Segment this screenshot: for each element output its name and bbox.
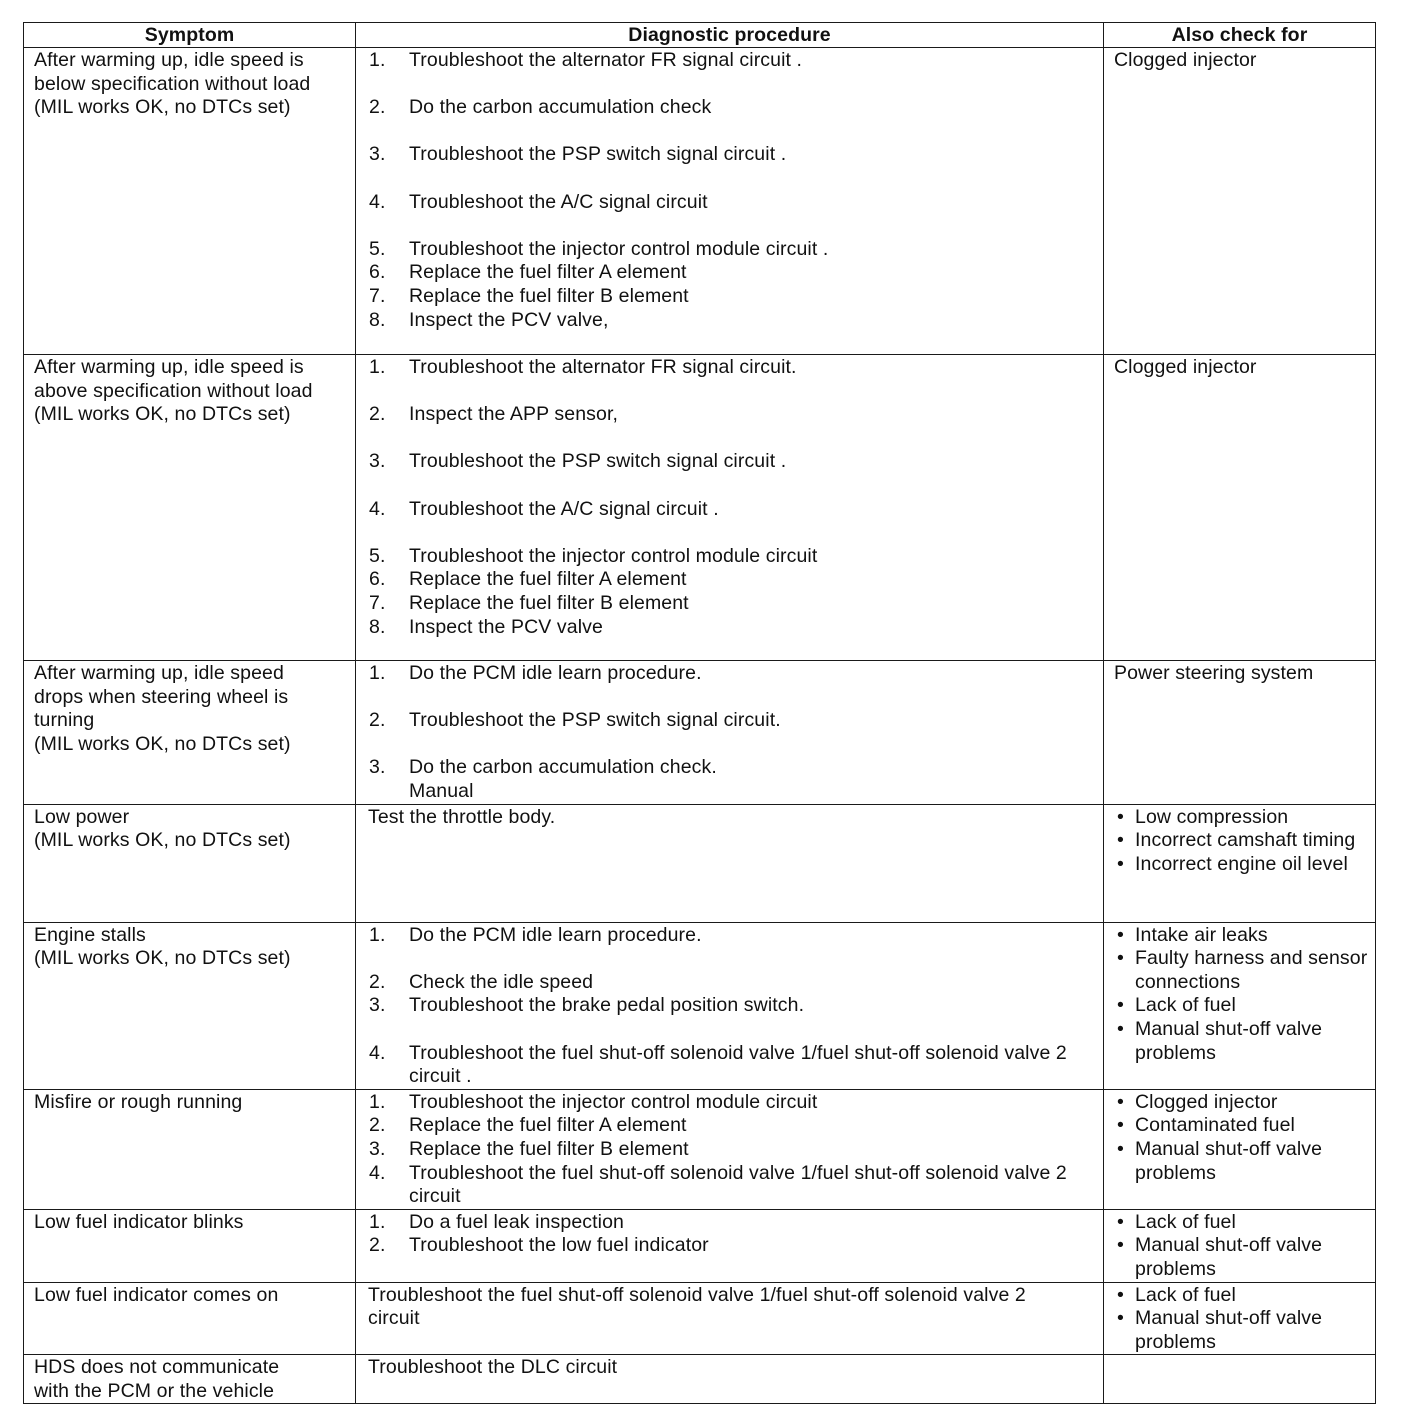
also-check-item: • Incorrect camshaft timing	[1117, 829, 1356, 852]
procedure-step: 4. Troubleshoot the A/C signal circuit .	[369, 497, 719, 520]
also-check-cell	[1104, 661, 1376, 805]
procedure-step: 2. Troubleshoot the low fuel indicator	[369, 1234, 709, 1257]
symptom-line: (MIL works OK, no DTCs set)	[34, 947, 291, 970]
procedure-text: Test the throttle body.	[368, 805, 556, 828]
table-row	[24, 1282, 1376, 1355]
table-row	[24, 1355, 1376, 1404]
also-check-text: Power steering system	[1114, 662, 1314, 684]
symptom-line: with the PCM or the vehicle	[34, 1379, 275, 1402]
symptom-line: Engine stalls	[34, 923, 146, 946]
procedure-step: 7. Replace the fuel filter B element	[369, 591, 689, 614]
procedure-cell	[356, 804, 1104, 922]
procedure-step: 7. Replace the fuel filter B element	[369, 284, 689, 307]
symptom-cell	[24, 48, 356, 355]
procedure-step: 5. Troubleshoot the injector control module circuit .	[369, 237, 829, 260]
procedure-step-continuation: Manual	[409, 779, 474, 802]
also-check-item: • Faulty harness and sensor connections	[1117, 947, 1368, 993]
procedure-step: 4. Troubleshoot the fuel shut-off solenoid valve 1/fuel shut-off solenoid valve 2 circuit	[369, 1161, 1067, 1208]
procedure-step: 5. Troubleshoot the injector control module circuit	[369, 544, 818, 567]
procedure-header: Diagnostic procedure	[356, 23, 1104, 48]
symptom-line: After warming up, idle speed is	[34, 49, 304, 71]
procedure-step: 1. Troubleshoot the alternator FR signal circuit.	[369, 356, 797, 378]
symptom-cell	[24, 355, 356, 661]
symptom-cell	[24, 661, 356, 805]
table-row	[24, 48, 1376, 355]
procedure-text: Troubleshoot the fuel shut-off solenoid valve 1/fuel shut-off solenoid valve 2 circuit	[368, 1283, 1026, 1330]
also-check-cell	[1104, 355, 1376, 661]
procedure-cell	[356, 922, 1104, 1089]
procedure-step: 2. Check the idle speed	[369, 970, 594, 993]
table-row	[24, 922, 1376, 1089]
symptom-line: above specification without load	[34, 379, 313, 402]
also-check-item: • Manual shut-off valve problems	[1117, 1234, 1323, 1280]
also-check-cell	[1104, 1089, 1376, 1209]
procedure-cell	[356, 1282, 1104, 1355]
symptom-line: (MIL works OK, no DTCs set)	[34, 829, 291, 852]
symptom-line: drops when steering wheel is	[34, 685, 289, 708]
table-row	[24, 1209, 1376, 1282]
symptom-cell	[24, 1282, 356, 1355]
also-check-cell	[1104, 1209, 1376, 1282]
symptom-line: HDS does not communicate	[34, 1356, 280, 1379]
also-check-cell	[1104, 804, 1376, 922]
also-check-item: • Contaminated fuel	[1117, 1114, 1295, 1137]
also-check-item: • Intake air leaks	[1117, 923, 1268, 946]
symptom-line: (MIL works OK, no DTCs set)	[34, 96, 291, 119]
symptom-line: Low fuel indicator comes on	[34, 1283, 279, 1306]
procedure-step: 8. Inspect the PCV valve,	[369, 308, 609, 331]
procedure-step: 6. Replace the fuel filter A element	[369, 568, 687, 591]
symptom-line: After warming up, idle speed	[34, 662, 284, 684]
procedure-step: 3. Troubleshoot the PSP switch signal circuit .	[369, 450, 787, 473]
diagnostic-table	[23, 22, 1376, 1404]
table-row	[24, 355, 1376, 661]
procedure-step: 2. Troubleshoot the PSP switch signal circuit.	[369, 709, 781, 732]
procedure-step: 3. Troubleshoot the PSP switch signal circuit .	[369, 143, 787, 166]
also-check-item: • Manual shut-off valve problems	[1117, 1307, 1323, 1353]
procedure-step: 1. Do a fuel leak inspection	[369, 1210, 624, 1233]
procedure-step: 4. Troubleshoot the fuel shut-off solenoid valve 1/fuel shut-off solenoid valve 2 circuit .	[369, 1041, 1067, 1088]
also-check-cell	[1104, 48, 1376, 355]
table-row	[24, 804, 1376, 922]
table-row	[24, 661, 1376, 805]
procedure-step: 3. Replace the fuel filter B element	[369, 1137, 689, 1160]
also-check-cell	[1104, 1355, 1376, 1404]
table-row	[24, 1089, 1376, 1209]
symptom-line: Low fuel indicator blinks	[34, 1210, 244, 1233]
symptom-cell	[24, 1089, 356, 1209]
procedure-step: 2. Replace the fuel filter A element	[369, 1114, 687, 1137]
also-check-text: Clogged injector	[1114, 49, 1257, 71]
symptom-line: (MIL works OK, no DTCs set)	[34, 732, 291, 755]
symptom-cell	[24, 922, 356, 1089]
symptom-line: Low power	[34, 805, 130, 828]
symptom-cell	[24, 804, 356, 922]
also-check-item: • Lack of fuel	[1117, 994, 1236, 1017]
procedure-step: 3. Do the carbon accumulation check.	[369, 756, 717, 779]
symptom-line: Misfire or rough running	[34, 1090, 243, 1113]
procedure-step: 1. Troubleshoot the injector control module circuit	[369, 1090, 818, 1113]
also-check-text: Clogged injector	[1114, 356, 1257, 378]
procedure-step: 1. Do the PCM idle learn procedure.	[369, 662, 702, 684]
also-check-cell	[1104, 1282, 1376, 1355]
symptom-line: After warming up, idle speed is	[34, 356, 304, 378]
also-check-header: Also check for	[1104, 23, 1376, 48]
procedure-step: 2. Do the carbon accumulation check	[369, 96, 712, 119]
also-check-item: • Manual shut-off valve problems	[1117, 1017, 1323, 1064]
symptom-header: Symptom	[24, 23, 356, 48]
also-check-item: • Incorrect engine oil level	[1117, 852, 1348, 875]
symptom-cell	[24, 1209, 356, 1282]
also-check-item: • Lack of fuel	[1117, 1210, 1236, 1233]
also-check-item: • Low compression	[1117, 805, 1289, 828]
procedure-cell	[356, 355, 1104, 661]
procedure-step: 4. Troubleshoot the A/C signal circuit	[369, 190, 708, 213]
also-check-cell	[1104, 922, 1376, 1089]
procedure-cell	[356, 661, 1104, 805]
also-check-item: • Manual shut-off valve problems	[1117, 1137, 1323, 1184]
header-row	[24, 23, 1376, 48]
procedure-cell	[356, 1089, 1104, 1209]
procedure-step: 8. Inspect the PCV valve	[369, 615, 603, 638]
procedure-cell	[356, 1355, 1104, 1404]
symptom-line: turning	[34, 709, 95, 732]
procedure-step: 2. Inspect the APP sensor,	[369, 403, 618, 426]
symptom-line: (MIL works OK, no DTCs set)	[34, 403, 291, 426]
symptom-line: below specification without load	[34, 72, 311, 95]
symptom-cell	[24, 1355, 356, 1404]
procedure-step: 1. Troubleshoot the alternator FR signal circuit .	[369, 49, 803, 71]
procedure-text: Troubleshoot the DLC circuit	[368, 1356, 618, 1379]
procedure-step: 3. Troubleshoot the brake pedal position switch.	[369, 994, 805, 1017]
procedure-step: 1. Do the PCM idle learn procedure.	[369, 923, 702, 946]
also-check-item: • Clogged injector	[1117, 1090, 1278, 1113]
procedure-step: 6. Replace the fuel filter A element	[369, 261, 687, 284]
procedure-cell	[356, 1209, 1104, 1282]
also-check-item: • Lack of fuel	[1117, 1283, 1236, 1306]
procedure-cell	[356, 48, 1104, 355]
